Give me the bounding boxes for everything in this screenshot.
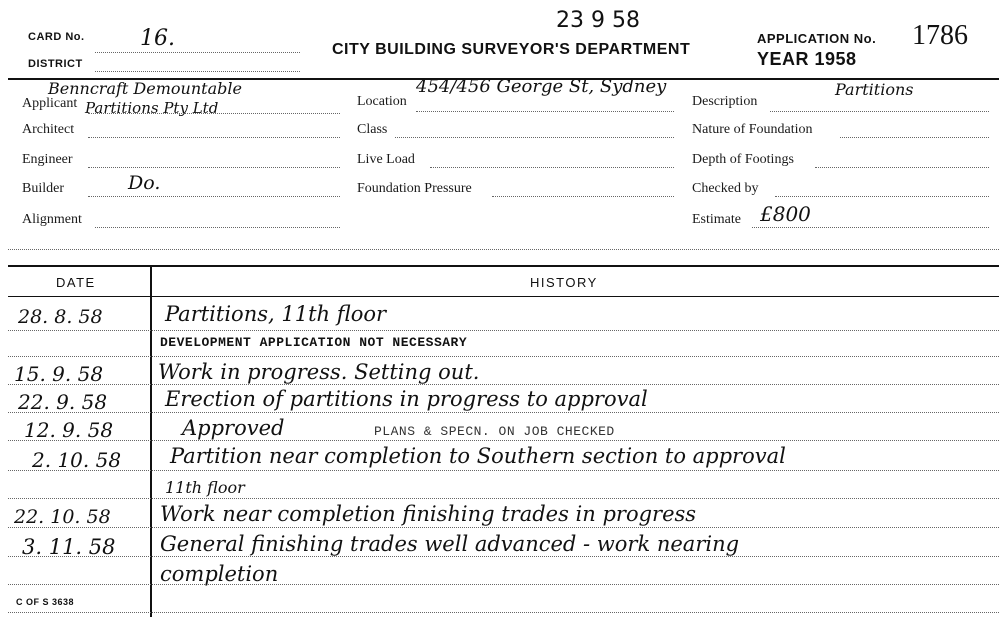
table-header-rule xyxy=(8,296,999,297)
builder-line xyxy=(88,196,340,197)
application-no-label: APPLICATION No. xyxy=(757,31,877,46)
row-history: General finishing trades well advanced - work nearing xyxy=(160,532,740,556)
rule-line xyxy=(8,330,999,331)
row-date: 28. 8. 58 xyxy=(18,306,103,328)
row-history: Work in progress. Setting out. xyxy=(158,360,480,384)
estimate-label: Estimate xyxy=(692,212,741,227)
fields-bottom-line xyxy=(8,249,999,250)
stamp-date: 23 9 58 xyxy=(556,8,640,33)
alignment-line xyxy=(95,227,340,228)
location-label: Location xyxy=(357,94,407,109)
depth-of-footings-line xyxy=(815,167,989,168)
row-history: Work near completion finishing trades in progress xyxy=(160,502,697,526)
rule-line xyxy=(8,470,999,471)
checked-by-label: Checked by xyxy=(692,181,759,196)
applicant-line xyxy=(88,113,340,114)
row-date: 2. 10. 58 xyxy=(32,448,122,472)
class-label: Class xyxy=(357,122,388,137)
plans-checked-stamp: PLANS & SPECN. ON JOB CHECKED xyxy=(374,424,615,439)
year-label: YEAR 1958 xyxy=(757,49,857,69)
row-history: completion xyxy=(160,562,279,586)
row-history: Approved xyxy=(182,416,285,440)
history-header: HISTORY xyxy=(530,275,598,290)
engineer-label: Engineer xyxy=(22,152,73,167)
row-history: Partition near completion to Southern section to approval xyxy=(170,444,786,468)
checked-by-line xyxy=(775,196,989,197)
nature-of-foundation-line xyxy=(840,137,989,138)
row-history: Partitions, 11th floor xyxy=(165,302,387,326)
row-date: 22. 10. 58 xyxy=(14,506,111,528)
builder-label: Builder xyxy=(22,181,64,196)
engineer-line xyxy=(88,167,340,168)
applicant-value-line2: Partitions Pty Ltd xyxy=(85,99,219,117)
foundation-pressure-line xyxy=(492,196,674,197)
card-no-label: CARD No. xyxy=(28,31,85,43)
nature-of-foundation-label: Nature of Foundation xyxy=(692,122,813,137)
district-line xyxy=(95,71,300,72)
row-date: 12. 9. 58 xyxy=(24,418,114,442)
row-history-stamp: DEVELOPMENT APPLICATION NOT NECESSARY xyxy=(160,335,468,350)
application-no-value: 1786 xyxy=(912,20,968,51)
department-title: CITY BUILDING SURVEYOR'S DEPARTMENT xyxy=(332,41,691,58)
district-label: DISTRICT xyxy=(28,58,83,70)
rule-line xyxy=(8,612,999,613)
rule-line xyxy=(8,440,999,441)
applicant-label: Applicant xyxy=(22,96,78,111)
location-line xyxy=(416,111,674,112)
description-label: Description xyxy=(692,94,758,109)
description-line xyxy=(770,111,989,112)
class-line xyxy=(395,137,674,138)
builder-value: Do. xyxy=(128,172,161,194)
live-load-label: Live Load xyxy=(357,152,415,167)
form-code: C OF S 3638 xyxy=(16,597,75,607)
row-date: 15. 9. 58 xyxy=(14,362,104,386)
foundation-pressure-label: Foundation Pressure xyxy=(357,181,472,196)
rule-line xyxy=(8,412,999,413)
date-header: DATE xyxy=(56,275,96,290)
row-history: 11th floor xyxy=(165,478,245,497)
table-top-rule xyxy=(8,265,999,267)
row-history: Erection of partitions in progress to approval xyxy=(165,387,648,411)
location-value: 454/456 George St, Sydney xyxy=(416,76,667,97)
live-load-line xyxy=(430,167,674,168)
table-column-divider xyxy=(150,265,152,617)
row-date: 22. 9. 58 xyxy=(18,390,108,414)
architect-line xyxy=(88,137,340,138)
description-value: Partitions xyxy=(835,80,914,99)
estimate-line xyxy=(752,227,989,228)
rule-line xyxy=(8,556,999,557)
card-no-line xyxy=(95,52,300,53)
applicant-value-line1: Benncraft Demountable xyxy=(48,79,242,98)
estimate-value: £800 xyxy=(760,202,811,226)
alignment-label: Alignment xyxy=(22,212,82,227)
depth-of-footings-label: Depth of Footings xyxy=(692,152,794,167)
architect-label: Architect xyxy=(22,122,75,137)
row-date: 3. 11. 58 xyxy=(22,535,116,559)
rule-line xyxy=(8,356,999,357)
card-no-value: 16. xyxy=(140,26,175,51)
rule-line xyxy=(8,384,999,385)
rule-line xyxy=(8,584,999,585)
rule-line xyxy=(8,527,999,528)
rule-line xyxy=(8,498,999,499)
